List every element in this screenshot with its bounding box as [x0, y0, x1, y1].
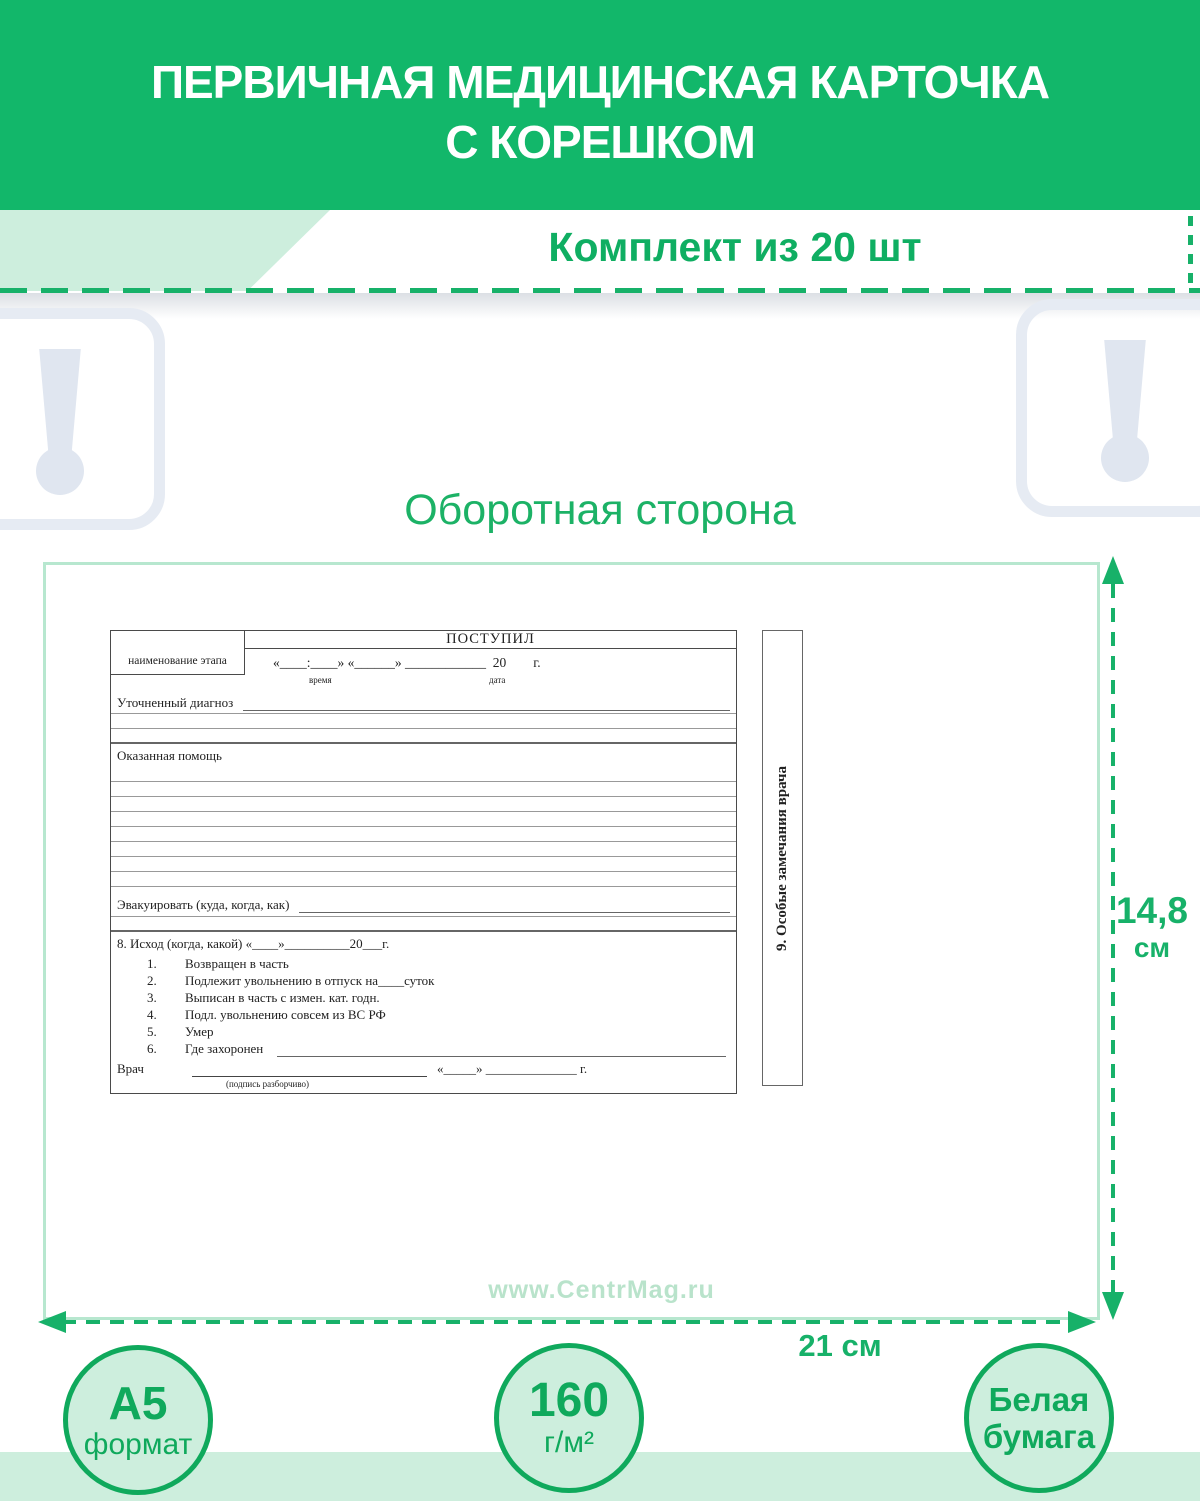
kit-banner	[0, 210, 1200, 291]
outcome-item	[117, 1006, 730, 1023]
item-number: 1.	[147, 956, 157, 971]
evacuate-row	[111, 887, 736, 917]
format-badge	[63, 1345, 213, 1495]
arrival-cell	[245, 631, 736, 685]
header-banner	[0, 0, 1200, 210]
density-value: 160	[528, 1374, 610, 1427]
height-dimension-label	[1104, 891, 1200, 965]
item-text: Выписан в часть с измен. кат. годн.	[185, 990, 380, 1005]
paper-badge	[964, 1343, 1114, 1493]
ruled-line	[111, 782, 736, 797]
document-preview	[43, 562, 1100, 1320]
time-label: время	[309, 675, 332, 685]
item-number: 4.	[147, 1007, 157, 1022]
notes-strip-label: 9. Особые замечания врача	[774, 765, 791, 951]
ruled-line	[111, 729, 736, 744]
diagnosis-label: Уточненный диагноз	[117, 695, 234, 710]
doctor-date-blanks: «_____» ______________ г.	[436, 1061, 588, 1076]
signature-line	[192, 1063, 427, 1089]
paper-label: бумага	[982, 1418, 1096, 1455]
datetime-blanks: «____:____» «______» ____________ 20 г.	[273, 655, 541, 670]
format-value: А5	[108, 1377, 168, 1429]
ruled-line	[111, 917, 736, 932]
outcome-item	[117, 1040, 730, 1057]
help-label: Оказанная помощь	[117, 748, 222, 763]
doctor-row	[117, 1057, 730, 1089]
item-number: 3.	[147, 990, 157, 1005]
item-text: Возвращен в часть	[185, 956, 289, 971]
doctor-label: Врач	[117, 1061, 144, 1076]
item-text: Подлежит увольнению в отпуск на____суток	[185, 973, 435, 988]
medical-form-table	[110, 630, 737, 1094]
ruled-line	[111, 857, 736, 872]
help-row	[111, 744, 736, 782]
height-unit: см	[1133, 932, 1171, 963]
shadow-band	[0, 293, 1200, 319]
item-number: 5.	[147, 1024, 157, 1039]
diagnosis-row	[111, 687, 736, 714]
ruled-line	[111, 842, 736, 857]
write-in-line	[277, 1044, 726, 1057]
product-title-line1: ПЕРВИЧНАЯ МЕДИЦИНСКАЯ КАРТОЧКА	[150, 56, 1050, 108]
back-side-title: Оборотная сторона	[404, 486, 796, 534]
item-text: Умер	[185, 1024, 214, 1039]
exclamation-dot	[1101, 434, 1149, 482]
item-text: Подл. увольнению совсем из ВС РФ	[185, 1007, 386, 1022]
ruled-line	[111, 797, 736, 812]
arrow-up-icon	[1102, 556, 1124, 584]
outcome-item	[117, 972, 730, 989]
signature-note: (подпись разборчиво)	[225, 1079, 310, 1089]
ruled-line	[111, 872, 736, 887]
density-label: г/м²	[544, 1426, 594, 1459]
form-header-row	[111, 631, 736, 687]
width-dimension-label: 21 см	[798, 1328, 882, 1363]
outcome-item	[117, 1023, 730, 1040]
site-watermark: www.CentrMag.ru	[488, 1276, 715, 1304]
perforation-dashes-icon	[1188, 216, 1193, 288]
density-badge	[494, 1343, 644, 1493]
exclamation-icon	[1016, 299, 1200, 517]
evacuate-label: Эвакуировать (куда, когда, как)	[117, 897, 290, 912]
arrival-datetime	[245, 649, 736, 685]
kit-banner-text: Комплект из 20 шт	[548, 224, 922, 270]
stage-name-cell: наименование этапа	[111, 631, 245, 675]
notes-strip	[762, 630, 803, 1086]
outcome-item	[117, 989, 730, 1006]
arrow-right-icon	[1068, 1311, 1096, 1333]
write-in-line	[299, 898, 730, 913]
ruled-line	[111, 827, 736, 842]
product-title-line2: С КОРЕШКОМ	[445, 116, 755, 168]
outcome-header: 8. Исход (когда, какой) «____»__________20___г.	[117, 936, 390, 951]
item-number: 6.	[147, 1041, 157, 1056]
arrow-down-icon	[1102, 1292, 1124, 1320]
outcome-item	[117, 955, 730, 972]
product-title	[0, 0, 1200, 172]
ruled-line	[111, 714, 736, 729]
ruled-line	[111, 812, 736, 827]
width-dimension-arrow	[62, 1320, 1072, 1324]
format-label: формат	[83, 1428, 193, 1461]
arrival-header: ПОСТУПИЛ	[245, 631, 736, 649]
write-in-line	[243, 696, 730, 711]
paper-value: Белая	[988, 1381, 1090, 1418]
date-label: дата	[489, 675, 506, 685]
item-number: 2.	[147, 973, 157, 988]
outcome-section	[111, 932, 736, 1093]
item-text: Где захоронен	[185, 1041, 264, 1056]
height-value: 14,8	[1115, 890, 1188, 931]
